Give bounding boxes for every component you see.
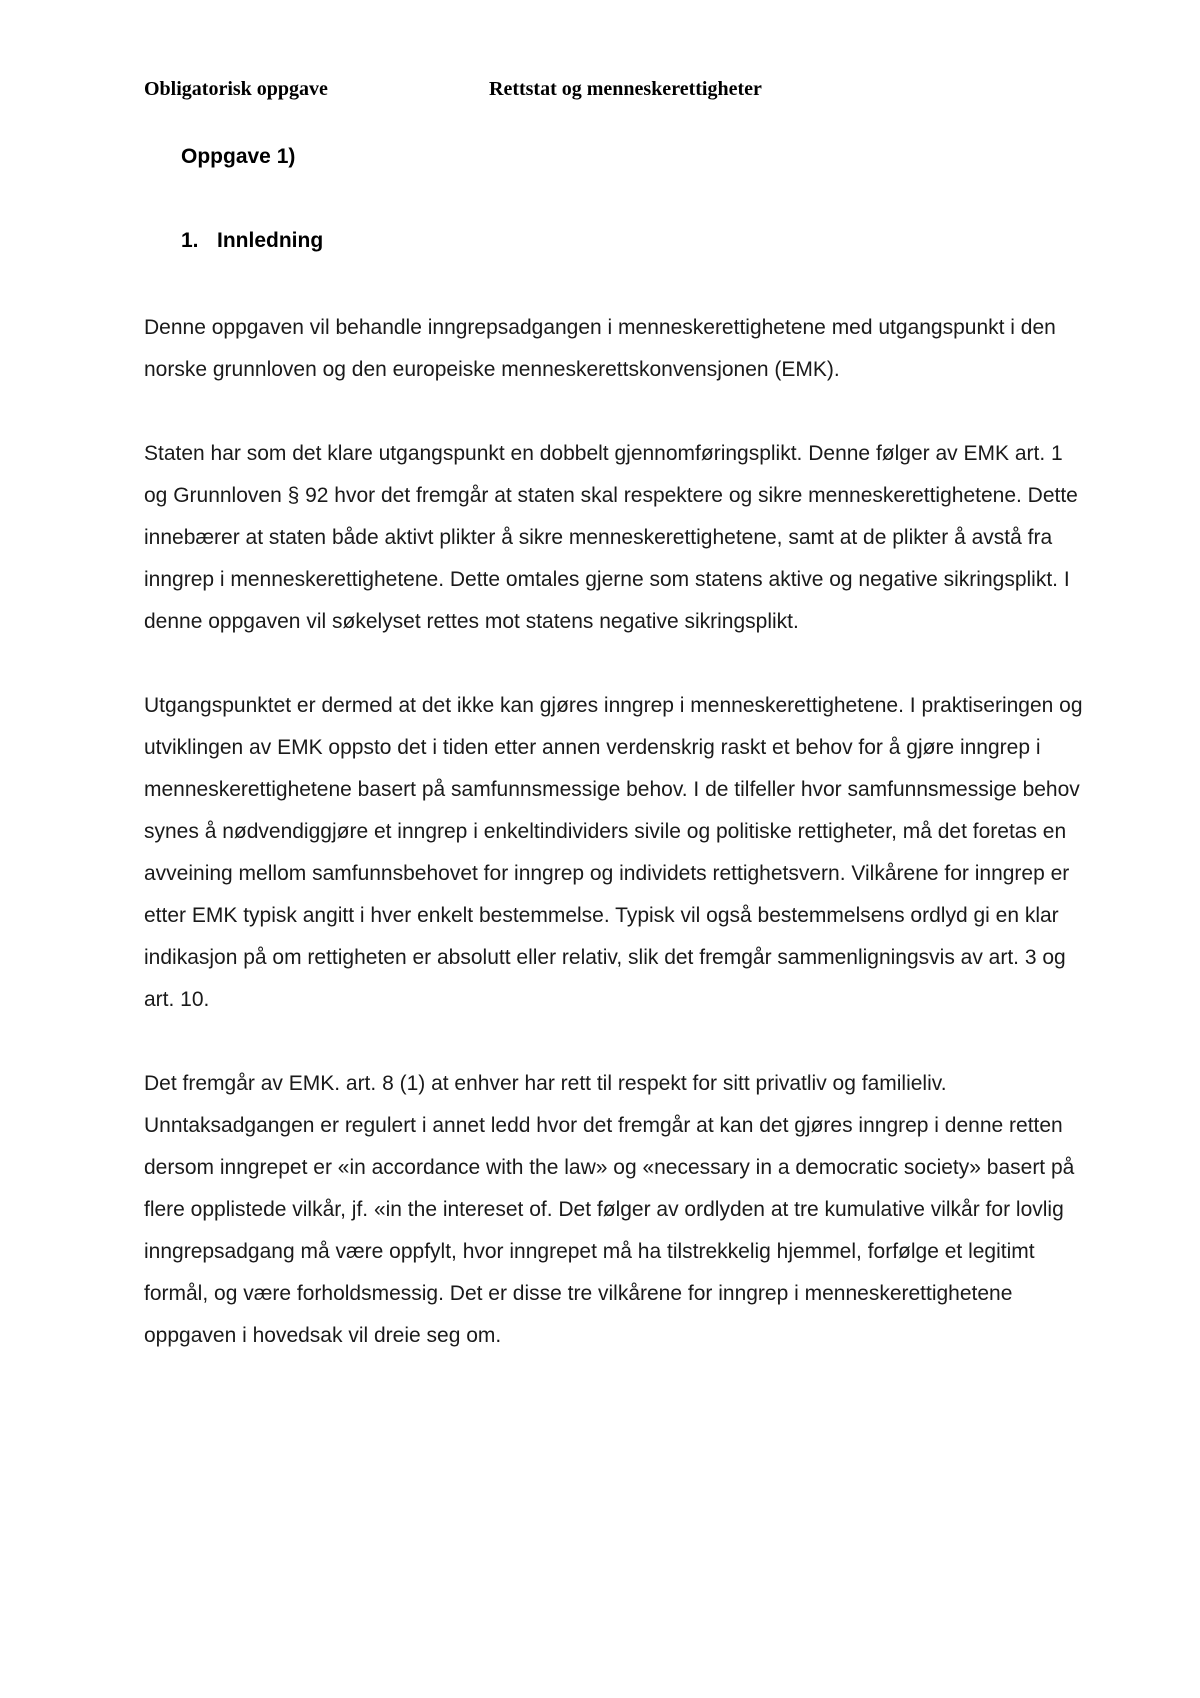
paragraph: Utgangspunktet er dermed at det ikke kan gjøres inngrep i menneskerettighetene. I praktiseringen og utviklingen av EMK oppsto det i tiden etter annen verdenskrig raskt et behov for å gjøre inngrep i menneskerettighetene basert på samfunnsmessige behov. I de tilfeller hvor samfunnsmessige behov synes å nødvendiggjøre et inngrep i enkeltindividers sivile og politiske rettigheter, må det foretas en avveining mellom samfunnsbehovet for inngrep og individets rettighetsvern. Vilkårene for inngrep er etter EMK typisk angitt i hver enkelt bestemmelse. Typisk vil også bestemmelsens ordlyd gi en klar indikasjon på om rettigheten er absolutt eller relativ, slik det fremgår sammenligningsvis av art. 3 og art. 10. — [144, 694, 1083, 1011]
paragraph: Det fremgår av EMK. art. 8 (1) at enhver har rett til respekt for sitt privatliv og familieliv. Unntaksadgangen er regulert i annet ledd hvor det fremgår at kan det gjøres inngrep i denne retten dersom inngrepet er «in accordance with the law» og «necessary in a democratic society» basert på flere opplistede vilkår, jf. «in the intereset of. Det følger av ordlyden at tre kumulative vilkår for lovlig inngrepsadgang må være oppfylt, hvor inngrepet må ha tilstrekkelig hjemmel, forfølge et legitimt formål, og være forholdsmessig. Det er disse tre vilkårene for inngrep i menneskerettighetene oppgaven i hovedsak vil dreie seg om. — [144, 1072, 1075, 1347]
body-text — [144, 307, 1084, 1357]
assignment-heading: Oppgave 1) — [181, 145, 296, 168]
section-title: Innledning — [217, 229, 324, 252]
header-course-title: Rettstat og menneskerettigheter — [489, 78, 762, 100]
page-header — [144, 74, 1094, 104]
header-assignment-label: Obligatorisk oppgave — [144, 78, 328, 100]
paragraph: Staten har som det klare utgangspunkt en dobbelt gjennomføringsplikt. Denne følger av EMK art. 1 og Grunnloven § 92 hvor det fremgår at staten skal respektere og sikre menneskerettighetene. Dette innebærer at staten både aktivt plikter å sikre menneskerettighetene, samt at de plikter å avstå fra inngrep i menneskerettighetene. Dette omtales gjerne som statens aktive og negative sikringsplikt. I denne oppgaven vil søkelyset rettes mot statens negative sikringsplikt. — [144, 442, 1078, 633]
section-heading — [181, 227, 323, 255]
paragraph: Denne oppgaven vil behandle inngrepsadgangen i menneskerettighetene med utgangspunkt i den norske grunnloven og den europeiske menneskerettskonvensjonen (EMK). — [144, 316, 1056, 381]
section-number: 1. — [181, 229, 199, 252]
